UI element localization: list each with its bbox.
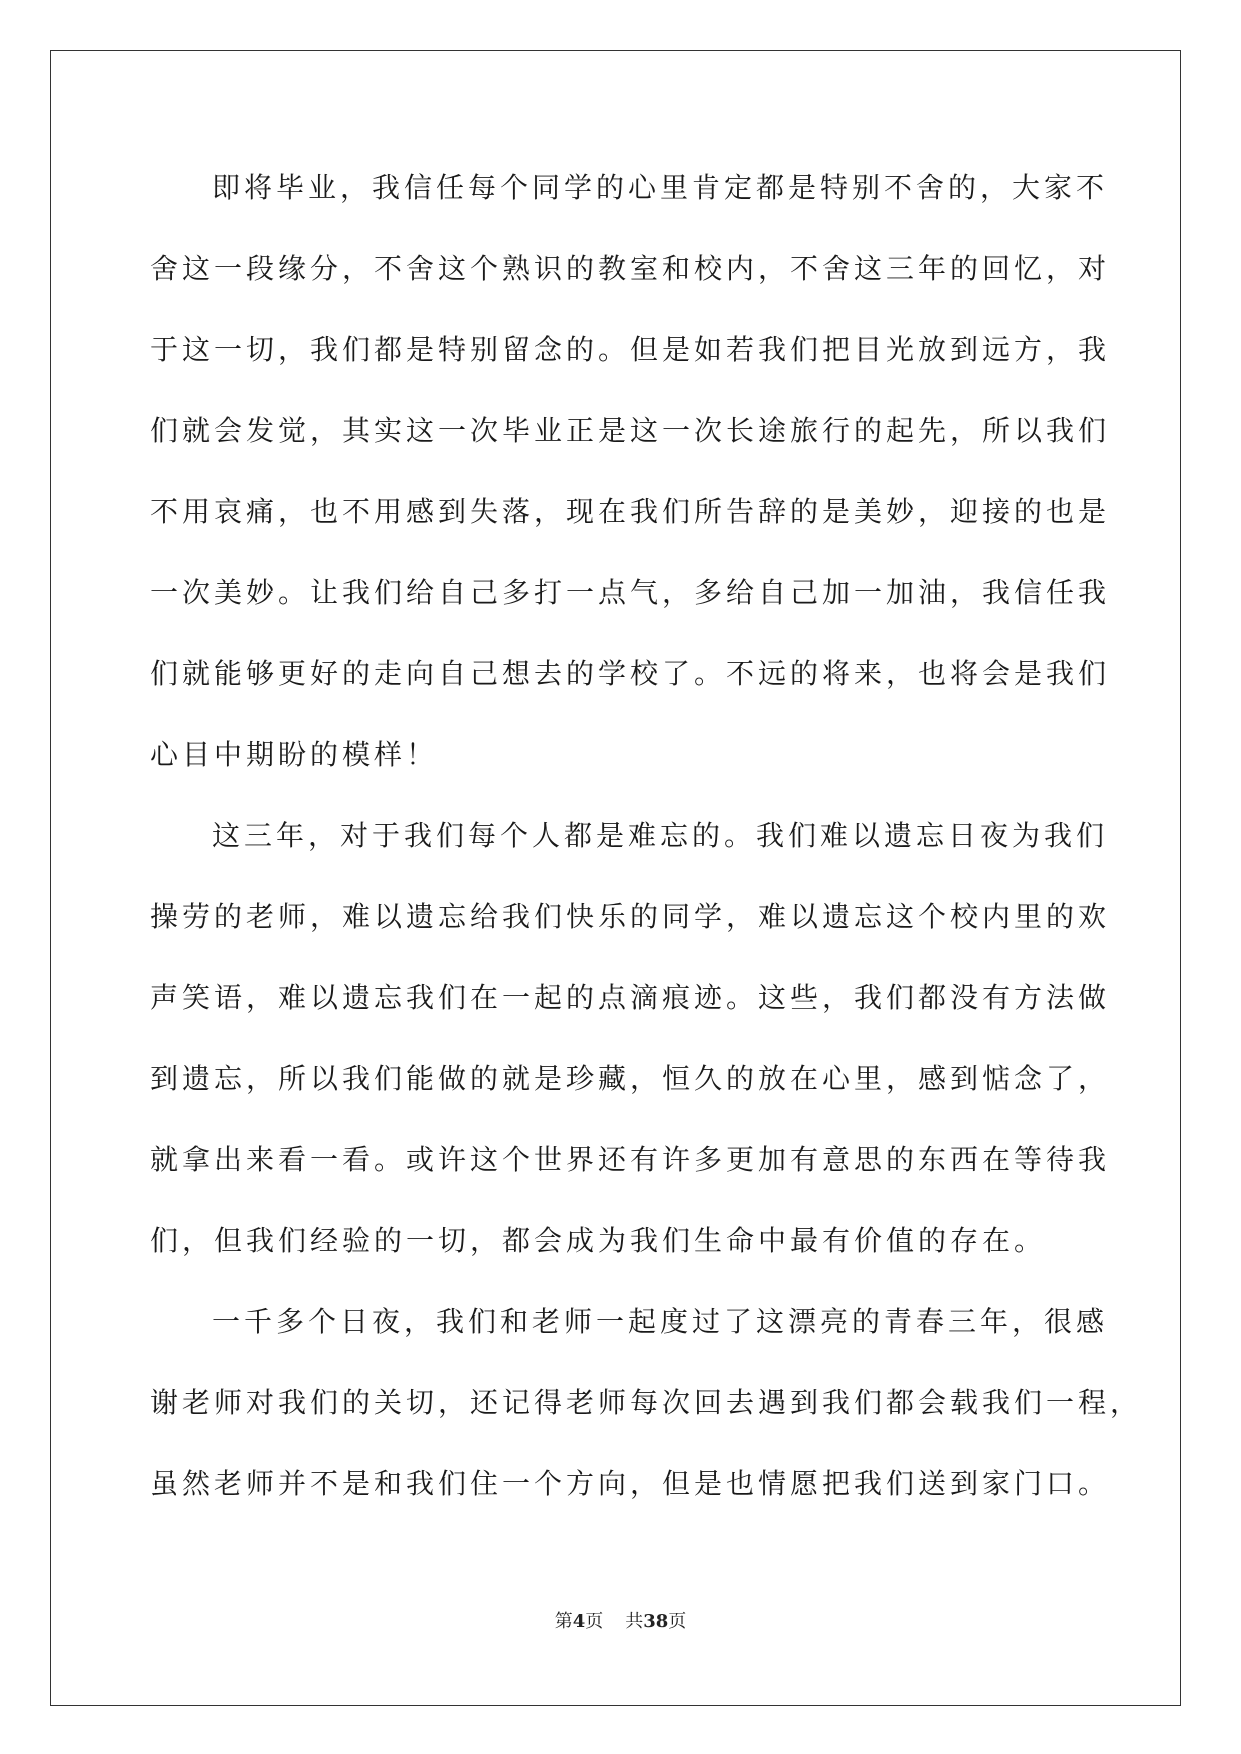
text-line: 虽然老师并不是和我们住一个方向，但是也情愿把我们送到家门口。 — [150, 1467, 1111, 1500]
text-line: 这三年，对于我们每个人都是难忘的。我们难以遗忘日夜为我们 — [212, 819, 1109, 852]
text-line: 一千多个日夜，我们和老师一起度过了这漂亮的青春三年，很感 — [212, 1305, 1109, 1338]
text-line: 谢老师对我们的关切，还记得老师每次回去遇到我们都会载我们一程， — [150, 1386, 1143, 1419]
total-prefix: 共 — [625, 1611, 644, 1632]
page-suffix: 页 — [585, 1611, 604, 1632]
text-line: 声笑语，难以遗忘我们在一起的点滴痕迹。这些，我们都没有方法做 — [150, 981, 1111, 1014]
text-line: 即将毕业，我信任每个同学的心里肯定都是特别不舍的，大家不 — [212, 171, 1109, 204]
page-number: 4 — [572, 1611, 586, 1632]
text-line: 不用哀痛，也不用感到失落，现在我们所告辞的是美妙，迎接的也是 — [150, 495, 1111, 528]
text-line: 舍这一段缘分，不舍这个熟识的教室和校内，不舍这三年的回忆，对 — [150, 252, 1111, 285]
text-line: 们，但我们经验的一切，都会成为我们生命中最有价值的存在。 — [150, 1224, 1047, 1257]
page-footer — [0, 1610, 1241, 1634]
text-line: 心目中期盼的模样！ — [150, 738, 439, 771]
total-suffix: 页 — [668, 1611, 687, 1632]
text-line: 操劳的老师，难以遗忘给我们快乐的同学，难以遗忘这个校内里的欢 — [150, 900, 1111, 933]
text-line: 们就会发觉，其实这一次毕业正是这一次长途旅行的起先，所以我们 — [150, 414, 1111, 447]
total-pages: 38 — [643, 1611, 669, 1632]
text-line: 到遗忘，所以我们能做的就是珍藏，恒久的放在心里，感到惦念了， — [150, 1062, 1111, 1095]
text-line: 于这一切，我们都是特别留念的。但是如若我们把目光放到远方，我 — [150, 333, 1111, 366]
text-line: 们就能够更好的走向自己想去的学校了。不远的将来，也将会是我们 — [150, 657, 1111, 690]
text-line: 就拿出来看一看。或许这个世界还有许多更加有意思的东西在等待我 — [150, 1143, 1111, 1176]
document-body — [150, 168, 1143, 1545]
page-prefix: 第 — [554, 1611, 573, 1632]
text-line: 一次美妙。让我们给自己多打一点气，多给自己加一加油，我信任我 — [150, 576, 1111, 609]
